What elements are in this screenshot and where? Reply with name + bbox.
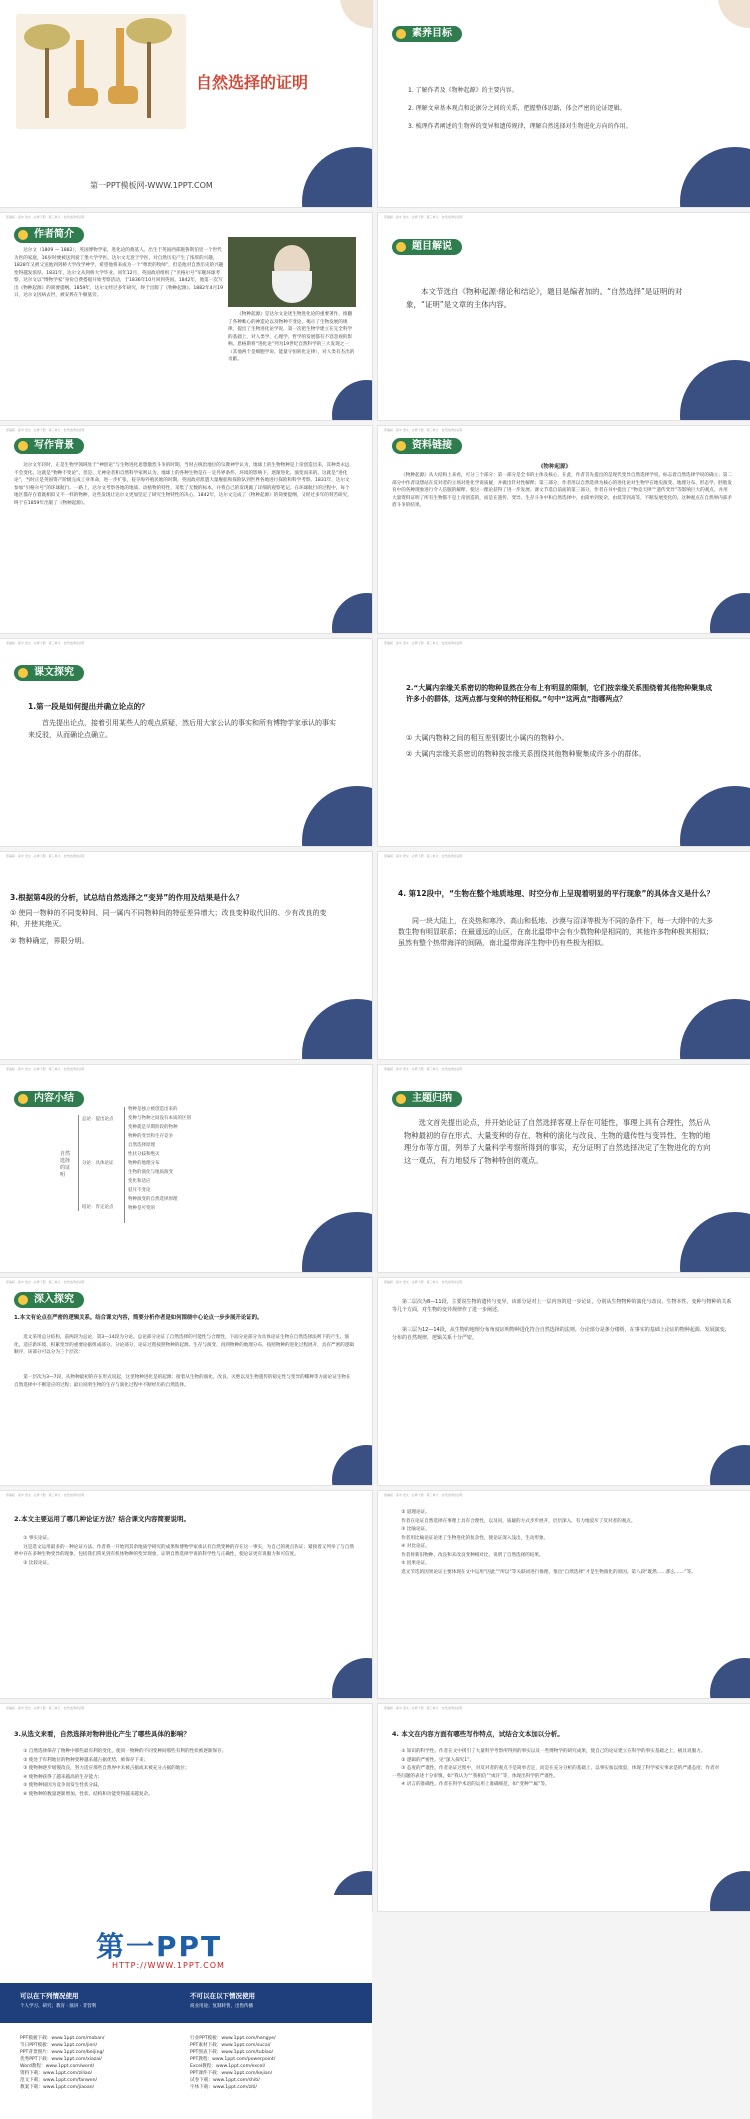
goal-item: 2. 理解文章基本观点和论据分之间的关系，把握整体思路，体会严密的论证逻辑。: [408, 105, 626, 112]
goal-list: [408, 86, 708, 134]
slide-header: 部编版 · 高中 语文 · 必修下册 · 第三单元 · 自然选择的证明: [384, 641, 463, 645]
section-chip: 写作背景: [14, 438, 84, 454]
section-chip: 内容小结: [14, 1091, 84, 1107]
decor-circle: [332, 1658, 372, 1698]
slide-theme: [378, 1065, 750, 1272]
giraffe-neck: [116, 28, 124, 88]
resource-link[interactable]: 资料下载：www.1ppt.com/ziliao/: [20, 2071, 93, 2076]
materials-text: 《物种起源》从大结构上来看，可分三个部分：第一部分是全书的主体及核心，在此，作者首先提出的是现代变异自然选择学说，标志着自然选择学说的确立；第二部分中作者设想站在反对者的立场对进化学说质疑，并做出针对性解释；第三部分，作者用以自然选择为核心的进化论对生物学在地史演变、地理分布、形态学、胚胎发育中的各种现象进行令人信服的解释，使这一理论获得了进一步发展。课文节选自前面的第三部分。作者在书中提出了“物竞天择”“遗传变异”等影响巨大的观点，并用大量资料证明了所有生物都不是上帝创造的，而是在遗传、变异、生存斗争中和自然选择中，由简单到复杂，由低等到高等，不断发展变化的。这种观点在自然界内部矛盾斗争的结果。: [392, 473, 732, 508]
influence-item: ③ 使物种逐步缓慢改良，努力适应那些自然界中未被占据或未被充分占据的地位；: [23, 1766, 190, 1771]
author-bio: 达尔文（1809 — 1882），英国博物学家，进化论的奠基人。出生于英国西部施鲁斯伯里一个世代为医的家庭，16岁时便被送到爱丁堡大学学医。达尔文无意于学医，对自然历史产生了浓厚的兴趣。1828年又被父送他到剑桥大学改学神学，希望他将来成为一个“尊贵的牧师”，但是他对自然历史的兴趣变得越发浓厚。1831年，达尔文从剑桥大学毕业。同年12月，英国政府组织了“贝格尔号”军舰环球考察，达尔文以“博物学家”身份自费搭船开始考察活动，于1836年10月回到英国。1842年，他第一次写出《物种起源》的简要提纲。1859年，达尔文经过多年研究，终于出版了《物种起源》。1882年4月19日，达尔文因病去世，被安葬在牛顿墓旁。: [14, 248, 224, 298]
resource-link[interactable]: PPT背景图片：www.1ppt.com/beijing/: [20, 2050, 104, 2055]
answer-2: ② 物种确定，界限分明。: [10, 937, 89, 945]
link-list-right: [190, 2035, 276, 2091]
slide-explore-4: [378, 852, 750, 1059]
slide-header: 部编版 · 高中 语文 · 必修下册 · 第三单元 · 自然选择的证明: [6, 1280, 85, 1284]
slide-explore-2: [378, 639, 750, 846]
usage-bar: [0, 1983, 372, 2023]
section-chip: 深入探究: [14, 1292, 84, 1308]
mindmap-leaf: 变化和适应: [128, 1179, 151, 1184]
method-list: [392, 1509, 732, 1577]
method-list: [14, 1535, 354, 1568]
mindmap-leaf: 物种的变异和生存竞争: [128, 1134, 173, 1139]
slide-author: [0, 213, 372, 420]
method-item: ⑤ 因果论证。: [401, 1561, 430, 1566]
influence-item: ① 自然选择保存了物种中那些最有利的变化，使同一物种的不同变种间那些有利的性状被逐渐保存。: [23, 1749, 227, 1754]
resource-link[interactable]: 优秀PPT下载：www.1ppt.com/xiazai/: [20, 2057, 102, 2062]
decor-circle: [680, 786, 750, 846]
answer-1: ① 大属内物种之间的相互差别要比小属内的物种小。: [406, 734, 569, 742]
mindmap-leaf: 生物的演化与地质演变: [128, 1170, 173, 1175]
giraffe-neck: [76, 40, 84, 92]
content-mindmap: [60, 1107, 300, 1225]
answer-1: ① 使同一物种的不同变种间、同一属内不同物种间的特征差异增大；改良变种取代旧的、少有改良的变种，并使其绝灭。: [10, 909, 327, 928]
link-list-left: [20, 2035, 104, 2091]
resource-link[interactable]: 字体下载：www.1ppt.com/ziti/: [190, 2085, 257, 2090]
influence-item: ⑥ 使物种的数量逐渐增加，性状、结构和功能变得越来越复杂。: [23, 1791, 153, 1797]
slide-header: 部编版 · 高中 语文 · 必修下册 · 第三单元 · 自然选择的证明: [6, 428, 85, 432]
slide-header: 部编版 · 高中 语文 · 必修下册 · 第三单元 · 自然选择的证明: [384, 1067, 463, 1071]
mindmap-branch: 分论：具体论证: [82, 1161, 114, 1166]
brand-url: HTTP://WWW.1PPT.COM: [112, 1961, 225, 1970]
goal-item: 1. 了解作者及《物种起源》的主要内容。: [408, 87, 518, 94]
mindmap-leaf: 驳斥不变论: [128, 1188, 151, 1193]
mindmap-leaf: 物种是可变的: [128, 1206, 155, 1211]
question: 4. 第12段中，“生物在整个地质地理、时空分布上呈现着明显的平行现象”的具体含义是什么？: [398, 889, 714, 898]
materials-heading: 《物种起源》: [538, 464, 572, 470]
decor-circle: [332, 1445, 372, 1485]
decor-circle: [710, 593, 750, 633]
mindmap-leaf: 变种与物种之间没有本质的区别: [128, 1116, 191, 1121]
method-item: 作者将新旧物种、改良和未改良变种相对比，说明了自然选择的结果。: [401, 1552, 544, 1558]
question: 4. 本文在内容方面有哪些写作特点，试结合文本加以分析。: [392, 1730, 564, 1738]
resource-link[interactable]: 行业PPT模板：www.1ppt.com/hangye/: [190, 2036, 276, 2041]
decor-circle: [340, 0, 372, 28]
portrait-beard: [272, 271, 312, 303]
feature-list: [392, 1748, 722, 1790]
slide-header: 部编版 · 高中 语文 · 必修下册 · 第三单元 · 自然选择的证明: [384, 1280, 463, 1284]
section-chip: 课文探究: [14, 665, 84, 681]
method-item: ① 事实论证。: [23, 1536, 52, 1541]
slide-goals: [378, 0, 750, 207]
resource-link[interactable]: 试卷下载：www.1ppt.com/shiti/: [190, 2078, 260, 2083]
mindmap-leaf: 物种的地理分布: [128, 1161, 160, 1166]
method-item: 选文节选的因果论证主要体现在文中运用“因此”“所以”等关联词进行推理，推出“自然选择”才是生物演化的原因。第八段“既然……那么……”等。: [401, 1569, 696, 1575]
giraffe-body: [108, 86, 138, 104]
section-chip: 作者简介: [14, 227, 84, 243]
slide-header: 部编版 · 高中 语文 · 必修下册 · 第三单元 · 自然选择的证明: [6, 1706, 85, 1710]
section-chip: 资料链接: [392, 438, 462, 454]
theme-text: 选文首先提出论点，并开始论证了自然选择客观上存在可能性，事理上具有合理性，然后从物种最初的存在形式、大量变种的存在、物种的演化与改良、生物的遗传性与变异性、生物的地理分布等方面，列举了大量科学考察所得到的事实，充分证明了自然选择决定了生物进化的方向这一观点，有力地驳斥了物种特创的观点。: [404, 1118, 711, 1165]
resource-link[interactable]: Excel教程：www.1ppt.com/excel/: [190, 2064, 266, 2069]
allowed-title: 可以在下列情况使用: [20, 1992, 79, 2000]
mindmap-brace: [124, 1107, 125, 1223]
resource-link[interactable]: PPT图表下载：www.1ppt.com/tubiao/: [190, 2050, 274, 2055]
tree-trunk: [147, 42, 151, 118]
method-item: 作者在论证自然选择在事理上具有合理性，以及问，质疑的方式步步展开，层层深入，有力地驳斥了反对者的观点。: [401, 1518, 636, 1524]
question: 1.本文有论点在严密的逻辑关系。结合课文内容，简要分析作者是如何围绕中心论点一步步展开论证的。: [14, 1315, 263, 1321]
darwin-portrait: [228, 237, 356, 307]
method-item: ② 道理论证。: [401, 1510, 430, 1515]
section-chip: 题目解说: [392, 239, 462, 255]
slide-header: 部编版 · 高中 语文 · 必修下册 · 第三单元 · 自然选择的证明: [384, 1706, 463, 1710]
slide-header: 部编版 · 高中 语文 · 必修下册 · 第三单元 · 自然选择的证明: [6, 1493, 85, 1497]
slide-header: 部编版 · 高中 语文 · 必修下册 · 第三单元 · 自然选择的证明: [384, 854, 463, 858]
slide-header: 部编版 · 高中 语文 · 必修下册 · 第三单元 · 自然选择的证明: [384, 1493, 463, 1497]
slide-header: 部编版 · 高中 语文 · 必修下册 · 第三单元 · 自然选择的证明: [6, 215, 85, 219]
slide-title-explain: [378, 213, 750, 420]
answer: 首先提出论点，接着引用某些人的观点质疑，然后用大家公认的事实和所有博物学家承认的事实来反驳，从而确论点确立。: [28, 719, 336, 739]
decor-circle: [332, 593, 372, 633]
decor-circle: [710, 1658, 750, 1698]
slide-title-text: 自然选择的证明: [196, 73, 309, 92]
question: 3.根据第4段的分析，试总结自然选择之“变异”的作用及结果是什么？: [10, 893, 244, 902]
question: 2.“大属内亲缘关系密切的物种显然在分布上有明显的限制，它们按亲缘关系围绕着其他物种聚集成许多小的群体，这两点都与变种的特征相似。”句中“这两点”指哪两点？: [406, 684, 713, 703]
tree-trunk: [45, 48, 49, 118]
method-item: ② 比较论证。: [23, 1560, 52, 1566]
slide-explore-1: [0, 639, 372, 846]
slide-header: 部编版 · 高中 语文 · 必修下册 · 第三单元 · 自然选择的证明: [6, 854, 85, 858]
mindmap-leaf: 物种演变的自然选择原理: [128, 1197, 178, 1202]
mindmap-brace: [78, 1115, 79, 1211]
slide-deep-3: [0, 1491, 372, 1698]
resource-link[interactable]: PPT素材下载：www.1ppt.com/sucai/: [190, 2043, 271, 2048]
feature-item: ① 知识的科学性。作者在文中援引了大量科学考察所得到的事实以及一些博物学的研究成果，使自己的论证建立在科学的事实基础之上，极具说服力。: [401, 1749, 706, 1754]
slide-summary: [0, 1065, 372, 1272]
slide-deep-1: [0, 1278, 372, 1485]
decor-circle: [302, 147, 372, 207]
mindmap-branch: 总论：提出论点: [82, 1117, 114, 1122]
forbidden-desc: 商业用途；复制转售，出售传播: [190, 2004, 253, 2009]
mindmap-leaf: 物种是独立被创造出来的: [128, 1107, 178, 1112]
method-item: ③ 比喻论证。: [401, 1527, 430, 1532]
slide-deep-2: [378, 1278, 750, 1485]
mindmap-leaf: 变种就是早期阶段的物种: [128, 1125, 178, 1130]
giraffe-body: [68, 88, 98, 106]
forbidden-title: 不可以在以下情况使用: [190, 1992, 255, 2000]
allowed-desc: 个人学习、研究；教育 · 演讲 · 非营利: [20, 2004, 97, 2009]
book-intro: 《物种起源》是达尔文论述生物进化论的重要著作，推翻了各种唯心的神造论以及物种不变论，揭示了生物发展的规律，提出了生物进化论学说，第一次把生物学建立在完全科学的基础上，对人类学、心理学、哲学的发展都有不容忽视的影响。恩格斯将“进化论”列为19世纪自然科学的三大发现之一（其他两个是细胞学说、能量守恒转化定律），对人类有杰出的贡献。: [228, 312, 355, 362]
influence-item: ④ 使物种获得了越来越高的生存能力；: [23, 1774, 103, 1780]
section-chip: 素养目标: [392, 26, 462, 42]
decor-circle: [680, 147, 750, 207]
decor-circle: [302, 999, 372, 1059]
method-item: 作者用比喻论证论述了生物进化的复杂性，使论证深入浅出，生动形象。: [401, 1535, 549, 1541]
slide-materials: [378, 426, 750, 633]
method-item: ④ 对比论证。: [401, 1544, 430, 1549]
slide-ending: [0, 1895, 372, 2119]
decor-circle: [680, 1212, 750, 1272]
mindmap-root: 自然选择的证明: [60, 1151, 71, 1178]
slide-header: 部编版 · 高中 语文 · 必修下册 · 第三单元 · 自然选择的证明: [6, 641, 85, 645]
analysis-p1: 选文采用总分结构，前两段为总论，第3—14段为分论。总论部分论证了自然选择的可能性与合理性，下面分论部分为具体论证生物在自然选择法则下的产生、演化、适应新环境、积累变异的重要论据组成部分。分论部分，论证过程按照物种的起源、生存与演变、再到物种的地理分布，按照物种的进化过程展开，具有严密的逻辑顺序，该部分可以分为三个层次：: [14, 1335, 354, 1355]
slide-header: 部编版 · 高中 语文 · 必修下册 · 第三单元 · 自然选择的证明: [384, 428, 463, 432]
mindmap-leaf: 性状分歧和绝灭: [128, 1152, 160, 1157]
resource-link[interactable]: 节日PPT模板：www.1ppt.com/jieri/: [20, 2043, 98, 2048]
slide-deep-5: [0, 1704, 372, 1911]
answer-2: ② 大属内亲缘关系密切的物种按亲缘关系围绕其他物种聚集成许多小的群体。: [406, 750, 646, 758]
giraffe-illustration: [16, 14, 186, 129]
decor-circle: [718, 0, 750, 28]
slide-title: [0, 0, 372, 207]
influence-list: [14, 1748, 344, 1799]
resource-link[interactable]: 范文下载：www.1ppt.com/fanwen/: [20, 2078, 98, 2083]
answer: 同一块大陆上，在炎热和寒冷、高山和低地、沙漠与沼泽等极为不同的条件下，每一大纲中的大多数生物有明显联系；在最遥远的山区，在南北温带中会有少数物种是相同的，其他许多物种极其相似；虽然有整个热带海洋的间隔，南北温带海洋生物中仍有些极为相似。: [398, 917, 713, 947]
decor-circle: [710, 1445, 750, 1485]
tree-canopy: [24, 24, 70, 50]
feature-item: ③ 态度的严谨性。作者论证过程中，对反对者的观点不是简单否定，而是在充分分析的基础上，以事实加以批驳，体现了科学家实事求是的严谨态度；作者对一些问题的表述十分审慎，如“我认为”“我相信”“或许”等，体现出科学的严谨性。: [392, 1766, 720, 1779]
resource-link[interactable]: 教案下载：www.1ppt.com/jiaoan/: [20, 2085, 95, 2090]
slide-header: 部编版 · 高中 语文 · 必修下册 · 第三单元 · 自然选择的证明: [6, 1067, 85, 1071]
resource-link[interactable]: PPT课件下载：www.1ppt.com/kejian/: [190, 2071, 273, 2076]
decor-circle: [680, 999, 750, 1059]
influence-item: ⑤ 使物种间因为竞争而发生性状分歧。: [23, 1783, 103, 1788]
brand-logo: 第一PPT: [96, 1930, 223, 1963]
resource-link[interactable]: PPT教程：www.1ppt.com/powerpoint/: [190, 2057, 276, 2062]
background-text: 达尔文年轻时，正是生物学领域处于“神创论”与生物进化思想激烈斗争的时期。当时占统治地位的宗教神学认为，地球上的生物物种是上帝创造出来，其种类永远不会变化。这就是“物种不变论”。但是，无神论者和自然科学家则认为，地球上的各种生物是在一定外界条件、环境的影响下，逐渐进化、演变而来的。这就是“进化论”，当时正是英国资产阶级完成工业革命，进一步扩张，侵夺海外殖民地的时期，英国政府派遣大量舰船和探险队到世界各地进行探险和科学考察。1831年，达尔文参加“贝格尔号”的环球航行。一路上，达尔文考察各地的地质、动植物的特性，采集了无数的标本，并将自己的发现做了详细的观察笔记。在环球航行的过程中，每个地区都存在着既相似又不一样的物种，这些发现让达尔文更加坚定了研究生物特性的决心。1842年，达尔文完成了《物种起源》的简要提纲，又经过多年的刻苦研究，终于在1859年出版了《物种起源》。: [14, 463, 352, 506]
slide-background: [0, 426, 372, 633]
mindmap-leaf: 自然选择原理: [128, 1143, 155, 1148]
decor-circle: [332, 380, 372, 420]
decor-circle: [680, 360, 750, 420]
method-item: 这是选文运用最多的一种论证方法。作者将一开始到其余地质学研究的成果和博物学家承认有自然变种的存在这一事实，为自己的观点佐证；紧接着又列举了与自然界中存在多种生物变异的现象，包括我们常见到有机体物种的变异现象，证明自然选择学说的科学性与正确性，使论证更有说服力和可信度。: [14, 1544, 354, 1557]
decor-circle: [302, 1212, 372, 1272]
resource-link[interactable]: PPT模板下载：www.1ppt.com/moban/: [20, 2036, 105, 2041]
question: 1.第一段是如何提出并确立论点的？: [28, 702, 149, 711]
decor-circle: [302, 786, 372, 846]
slide-deep-4: [378, 1491, 750, 1698]
section-chip: 主题归纳: [392, 1091, 462, 1107]
mindmap-branch: 结论：肯定论点: [82, 1205, 114, 1210]
question: 2.本文主要运用了哪几种论证方法？结合课文内容简要说明。: [14, 1515, 190, 1523]
decor-circle: [710, 1871, 750, 1911]
goal-item: 3. 梳理作者阐述的生物界的变异和遗传规律，理解自然选择对生物进化方向的作用。: [408, 123, 632, 130]
slide-deep-6: [378, 1704, 750, 1911]
analysis-p3: 第二层次为8—11段，主要说生物的遗传与变异。该部分是对上一层内容的进一步论证，分别从生物物种的演化与改良、生物本性、变种与物种的关系等几个方面，对生物的变异规律作了进一步阐述。: [392, 1299, 732, 1313]
feature-item: ② 逻辑的严密性。见“深入探究1”。: [401, 1757, 475, 1763]
tree-canopy: [126, 18, 172, 44]
site-caption: 第一PPT模板网-WWW.1PPT.COM: [90, 181, 213, 190]
resource-link[interactable]: Word教程：www.1ppt.com/word/: [20, 2064, 95, 2069]
feature-item: ④ 语言的准确性。作者在科学术语的运用上准确规范，如“变种”“属”等。: [401, 1782, 550, 1787]
analysis-p2: 第一层次为3—7段，从物种最初的存在形式说起，这里物种进化是的起源；接着从生物的演化、改良、灭绝以及生物遗传的稳定性与变异的哪种等方面论证生物在自然选择中不断适应的过程；最后说明生物的生存与演化过程中不断经历的自然选择。: [14, 1375, 351, 1388]
title-explain-text: 本文节选自《物种起源·绪论和结论》，题目是编者加的。“自然选择”是证明的对象，“证明”是文章的主体内容。: [406, 287, 683, 309]
slide-header: 部编版 · 高中 语文 · 必修下册 · 第三单元 · 自然选择的证明: [384, 215, 463, 219]
analysis-p4: 第三层为12—14段，从生物的地理分布角度证明物种进化符合自然选择的法则。分论部分是条分缕析，在事实的基础上论证的物种起源、发展演变、分布的自然规律，逻辑关系十分严密。: [392, 1327, 730, 1341]
slide-explore-3: [0, 852, 372, 1059]
influence-item: ② 使处于有利地位的物种变种越来越占据优势，被保存下来；: [23, 1757, 149, 1763]
question: 3.从选文来看，自然选择对物种进化产生了哪些具体的影响？: [14, 1730, 190, 1738]
